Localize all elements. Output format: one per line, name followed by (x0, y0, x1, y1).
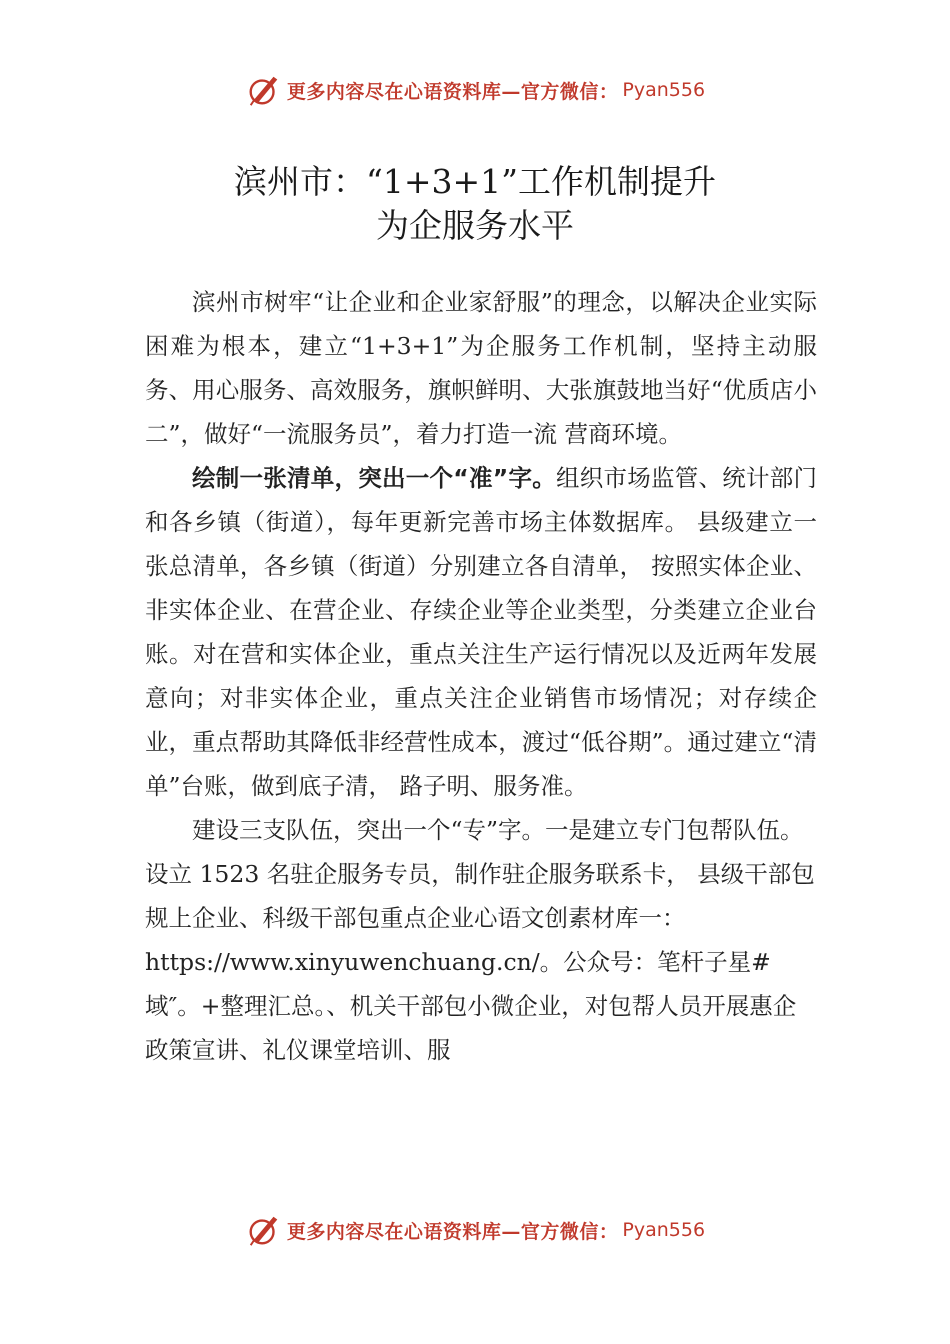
footer-banner (0, 1210, 950, 1250)
banner-wechat-handle: Pyan556 (622, 1219, 706, 1241)
quill-pen-logo-icon (245, 71, 283, 109)
banner-brand-text: 更多内容尽在心语资料库—官方微信： (286, 80, 619, 103)
title-line-1: 滨州市：“1+3+1”工作机制提升 (233, 162, 717, 201)
banner-brand-text: 更多内容尽在心语资料库—官方微信： (286, 1220, 619, 1243)
paragraph-3: 建设三支队伍，突出一个“专”字。一是建立专门包帮队伍。设立 1523 名驻企服务专员，制作驻企服务联系卡， 县级干部包规上企业、科级干部包重点企业心语文创素材库一：https://www.xinyuwenchuang.cn/。公众号：笔杆子星#域″。+整理汇总。、机关干部包小微企业，对包帮人员开展惠企政策宣讲、礼仪课堂培训、服 (145, 816, 815, 1064)
document-title (0, 160, 950, 248)
paragraph-2-lead: 绘制一张清单，突出一个“准”字。 (192, 464, 556, 492)
title-line-2: 为企服务水平 (376, 206, 574, 245)
header-banner (0, 70, 950, 110)
paragraph-2 (145, 456, 817, 808)
quill-pen-logo-icon (245, 1211, 283, 1249)
banner-wechat-handle: Pyan556 (622, 79, 706, 101)
document-body (145, 280, 817, 1072)
paragraph-2-body: 组织市场监管、统计部门和各乡镇（街道），每年更新完善市场主体数据库。 县级建立一张总清单，各乡镇（街道）分别建立各自清单， 按照实体企业、非实体企业、在营企业、存续企业等企业类型，分类建立企业台账。对在营和实体企业，重点关注生产运行情况以及近两年发展意向；对非实体企业，重点关注企业销售市场情况；对存续企业，重点帮助其降低非经营性成本，渡过“低谷期”。通过建立“清单”台账，做到底子清， 路子明、服务准。 (145, 464, 818, 800)
paragraph-1: 滨州市树牢“让企业和企业家舒服”的理念，以解决企业实际困难为根本，建立“1+3+1”为企服务工作机制，坚持主动服务、用心服务、高效服务，旗帜鲜明、大张旗鼓地当好“优质店小二”，做好“一流服务员”，着力打造一流 营商环境。 (145, 288, 817, 448)
